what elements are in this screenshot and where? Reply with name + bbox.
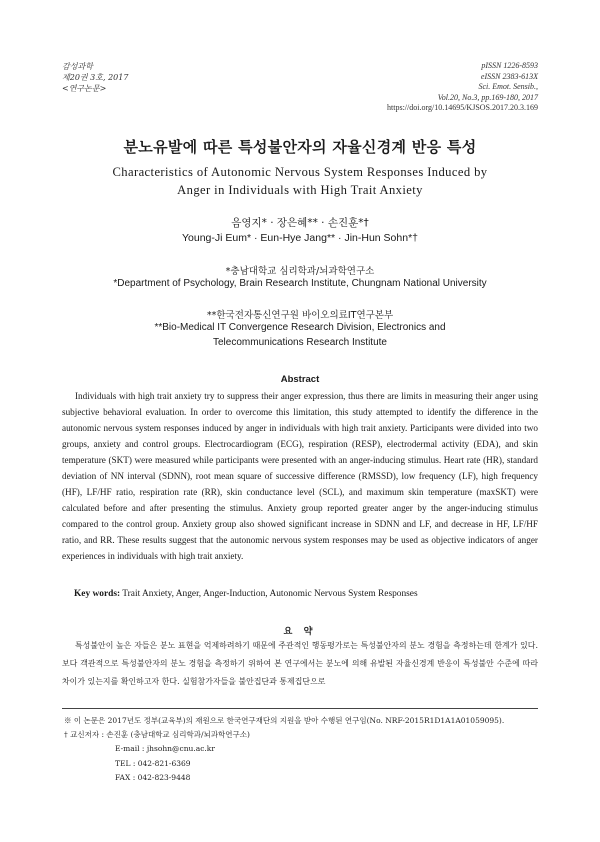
keywords-label: Key words:	[74, 589, 121, 599]
funding-footnote: ※ 이 논문은 2017년도 정부(교육부)의 재원으로 한국연구재단의 지원을 받아 수행된 연구임(No. NRF-2015R1D1A1A01059095).	[64, 716, 505, 725]
keywords-value: Trait Anxiety, Anger, Anger-Induction, Autonomic Nervous System Responses	[122, 589, 418, 599]
footnote-divider	[62, 708, 538, 709]
affiliation-1-korean: *충남대학교 심리학과/뇌과학연구소	[225, 266, 375, 277]
affiliation-1-english: *Department of Psychology, Brain Research Institute, Chungnam National University	[113, 278, 487, 289]
paper-title-korean: 분노유발에 따른 특성불안자의 자율신경계 반응 특성	[123, 138, 477, 156]
title-english-line-1: Characteristics of Autonomic Nervous System Responses Induced by	[112, 165, 488, 179]
abstract-body: Individuals with high trait anxiety try to suppress their anger expression, thus there are limits in measuring their anger using subjective behavioral evaluation. In order to overcome this limitation, this study attempted to identify the difference in the autonomic nervous system responses induced by anger in individuals with high trait anxiety. Participants were divided into two groups, anxiety and control groups. Electrocardiogram (ECG), respiration (RESP), electrodermal activity (EDA), and skin temperature (SKT) were measured while participants were presented with an anger-inducing stimulus. Heart rate (HR), standard deviation of NN interval (SDNN), root mean square of successive difference (RMSSD), low frequency (LF), high frequency (HF), LF/HF ratio, respiration rate (RR), skin conductance level (SCL), and maximum skin temperature (maxSKT) were calculated before and after presenting the stimulus. Anxiety group reported greater anger by the anger-inducing stimulus compared to the control group. Anxiety group also showed significant increase in SDNN and LF, and decrease in HF, LF/HF ratio, and RR. These results suggest that the autonomic nervous system responses may be used as objective indicators of anger experiences in individuals with high trait anxiety.	[62, 391, 538, 561]
corresponding-author-footnote: † 교신저자 : 손진훈 (충남대학교 심리학과/뇌과학연구소)	[64, 730, 250, 740]
affiliation-2-english	[0, 321, 600, 350]
journal-abbrev: Sci. Emot. Sensib.,	[478, 82, 538, 92]
pissn: pISSN 1226-8593	[481, 61, 538, 70]
title-english-line-2: Anger in Individuals with High Trait Anxiety	[177, 183, 423, 197]
contact-fax: FAX : 042-823-9448	[115, 772, 191, 782]
contact-tel: TEL : 042-821-6369	[115, 758, 191, 768]
contact-email[interactable]: E-mail : jhsohn@cnu.ac.kr	[115, 744, 215, 754]
doi-link[interactable]: https://doi.org/10.14695/KJSOS.2017.20.3.169	[387, 103, 538, 113]
journal-volume: 제20권 3호, 2017	[62, 73, 129, 82]
journal-name: 감성과학	[62, 62, 93, 71]
footnotes	[64, 714, 504, 785]
affiliation-2-english-line-2: Telecommunications Research Institute	[213, 336, 387, 348]
authors-english: Young-Ji Eum* · Eun-Hye Jang** · Jin-Hun Sohn*†	[182, 232, 418, 244]
summary-body: 특성불안이 높은 자들은 분노 표현을 억제하려하기 때문에 주관적인 행동평가로는 특성불안자의 분노 경험을 측정하는데 한계가 있다. 보다 객관적으로 특성불안자의 분노 경험을 측정하기 위하여 본 연구에서는 분노에 의해 유발된 자율신경계 반응이 특성불안 수준에 따라 차이가 있는지를 확인하고자 한다. 실험참가자들을 불안집단과 통제집단으로	[62, 641, 538, 686]
eissn: eISSN 2383-613X	[480, 71, 538, 81]
keywords	[74, 589, 418, 599]
authors-korean: 음영지* · 장은혜** · 손진훈*†	[231, 217, 369, 229]
volume-pages: Vol.20, No.3, pp.169-180, 2017	[437, 92, 538, 102]
journal-header-left	[62, 61, 128, 94]
summary-heading: 요 약	[283, 626, 317, 637]
article-type: <연구논문>	[62, 84, 107, 93]
affiliation-2-english-line-1: **Bio-Medical IT Convergence Research Division, Electronics and	[154, 322, 446, 333]
affiliation-2-korean: **한국전자통신연구원 바이오의료IT연구본부	[206, 310, 394, 321]
paper-title-english	[0, 163, 600, 199]
journal-header-right	[387, 61, 538, 114]
abstract-heading: Abstract	[280, 374, 320, 385]
